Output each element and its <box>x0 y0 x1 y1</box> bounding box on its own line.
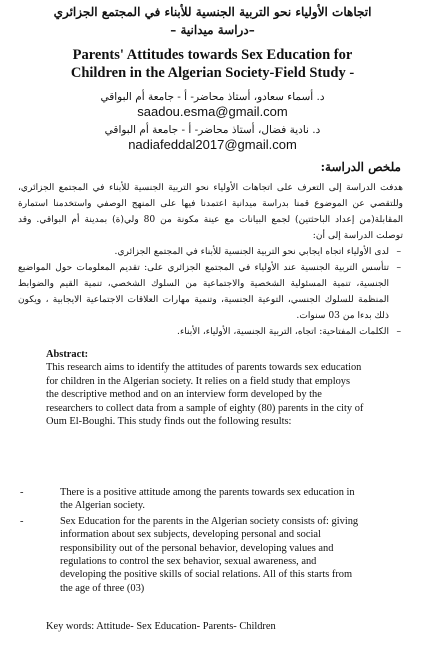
dash-icon: - <box>20 487 24 498</box>
author-2-affiliation: د. نادية فضال، أستاذ محاضر- أ - جامعة أم البواقي <box>104 124 321 136</box>
arabic-abstract <box>18 180 403 340</box>
arabic-abstract-heading: ملخص الدراسة: <box>320 160 401 174</box>
english-keywords: Key words: Attitude- Sex Education- Parents- Children <box>46 621 276 632</box>
english-result-text: Sex Education for the parents in the Algerian society consists of: giving information about sex subjects, developing personal and social responsibility out of the personal behavior, developing values and regulations to control the sex behavior, sexual awareness, and developing the positive skills of social relations. All of this starts from the age of three (03) <box>60 515 359 594</box>
arabic-result-item: – تتأسس التربية الجنسية عند الأولياء في المجتمع الجزائري على: تقديم المعلومات حول المواضيع الجنسية، تنمية المسئولية الشخصية والاجتماعية من السلوك الشخصي، تنمية القيم والضوابط المنظمة للسلوك الجنسي، التوعية الجنسية، وتنمية مهارات العلاقات الاجتماعية الايجابية ، ويكون ذلك بدءا من 03 سنوات. <box>18 260 389 324</box>
english-result-text: There is a positive attitude among the parents towards sex education in the Algerian society. <box>60 487 355 512</box>
arabic-result-item: – لدى الأولياء اتجاه ايجابي نحو التربية الجنسية للأبناء في المجتمع الجزائري. <box>18 244 389 260</box>
english-title <box>20 46 405 82</box>
author-1 <box>0 90 425 120</box>
dash-icon: - <box>20 515 24 527</box>
arabic-abstract-body: هدفت الدراسة إلى التعرف على اتجاهات الأولياء نحو التربية الجنسية للأبناء في المجتمع الجزائري، وللتقصي عن الموضوع قمنا بدراسة ميدانية اعتمدنا فيها على المنهج الوصفي واستخدمنا استمارة المقابلة(من إعداد الباحثتين) لجمع البيانات مع عينة مكونة من 80 ولي(ة) بمدينة أم البواقي. وقد توصلت الدراسة إلى أن: <box>18 183 403 241</box>
english-abstract <box>46 348 365 428</box>
author-1-affiliation: د. أسماء سعادو، أستاذ محاضر- أ - جامعة أم البواقي <box>100 91 325 103</box>
arabic-keywords: – الكلمات المفتاحية: اتجاه، التربية الجنسية، الأولياء، الأبناء. <box>18 324 389 340</box>
english-abstract-heading: Abstract: <box>46 349 89 360</box>
english-results-list <box>16 486 359 597</box>
arabic-title: اتجاهات الأولياء نحو التربية الجنسية للأبناء في المجتمع الجزائري <box>53 5 372 19</box>
arabic-subtitle: –دراسة ميدانية – <box>170 23 255 37</box>
author-1-email[interactable]: saadou.esma@gmail.com <box>137 104 288 119</box>
arabic-results-list <box>18 244 403 340</box>
author-2-email[interactable]: nadiafeddal2017@gmail.com <box>128 137 297 152</box>
english-result-item <box>16 486 359 513</box>
english-title-line-1: Parents' Attitudes towards Sex Education for <box>72 47 353 63</box>
english-result-item <box>16 515 359 595</box>
author-2 <box>0 123 425 153</box>
english-abstract-body: This research aims to identify the attitudes of parents towards sex education for children in the Algerian society. It relies on a field study that employs the descriptive method and on an interview form developed by the researchers to collect data from a sample of eighty (80) parents in the city of Oum El-Boughi. This study finds out the following results: <box>46 362 364 428</box>
arabic-title-block <box>8 4 417 38</box>
english-title-line-2: Children in the Algerian Society-Field Study - <box>70 65 355 81</box>
